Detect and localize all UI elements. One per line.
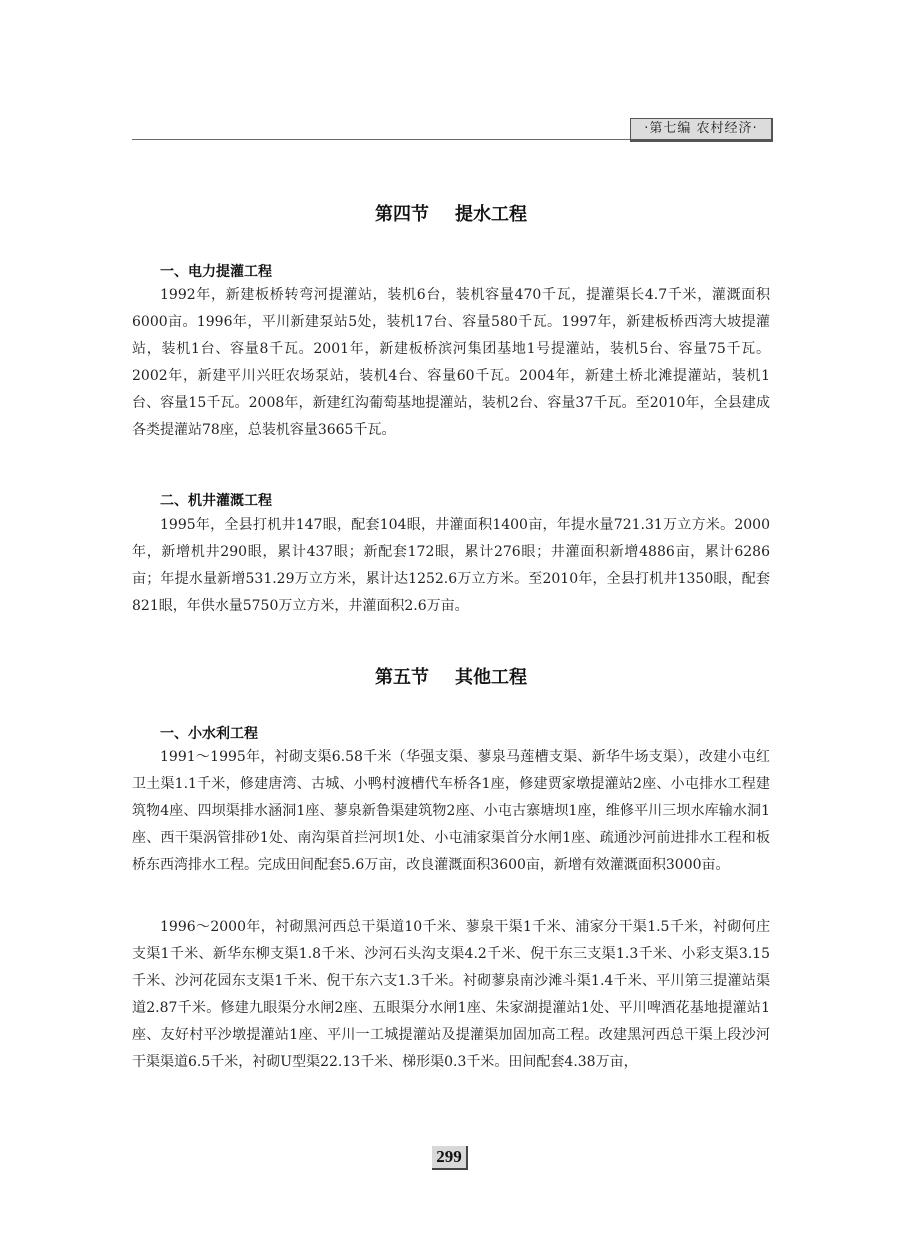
- paragraph: 1996～2000年，衬砌黑河西总干渠道10千米、蓼泉干渠1千米、浦家分干渠1.5千米，衬砌何庄支渠1千米、新华东柳支渠1.8千米、沙河石头沟支渠4.2千米、倪干东三支渠1.3千米、小彩支渠3.15千米、沙河花园东支渠1千米、倪干东六支1.3千米。衬砌蓼泉南沙滩斗渠1.4千米、平川第三提灌站渠道2.87千米。修建九眼渠分水闸2座、五眼渠分水闸1座、朱家湖提灌站1处、平川啤酒花基地提灌站1座、友好村平沙墩提灌站1座、平川一工城提灌站及提灌渠加固加高工程。改建黑河西总干渠上段沙河干渠渠道6.5千米，衬砌U型渠22.13千米、梯形渠0.3千米。田间配套4.38万亩，: [132, 919, 770, 1070]
- page-number: 299: [432, 1146, 468, 1170]
- paragraph: 1995年，全县打机井147眼，配套104眼，井灌面积1400亩，年提水量721.31万立方米。2000年，新增机井290眼，累计437眼；新配套172眼，累计276眼；井灌面积新增4886亩，累计6286亩；年提水量新增531.29万立方米，累计达1252.6万立方米。至2010年，全县打机井1350眼，配套821眼，年供水量5750万立方米，井灌面积2.6万亩。: [132, 517, 770, 614]
- subsection-heading: 一、电力提灌工程: [160, 264, 272, 280]
- section-title-4: [0, 200, 902, 226]
- section-name: 提水工程: [455, 204, 527, 225]
- section-number: 第五节: [375, 667, 429, 688]
- running-header-badge: ·第七编 农村经济·: [630, 118, 773, 142]
- section-number: 第四节: [375, 204, 429, 225]
- section-title-5: [0, 663, 902, 689]
- subsection-heading: 一、小水利工程: [160, 726, 258, 742]
- paragraph: 1992年，新建板桥转弯河提灌站，装机6台，装机容量470千瓦，提灌渠长4.7千米，灌溉面积6000亩。1996年，平川新建泵站5处，装机17台、容量580千瓦。1997年，新建板桥西湾大坡提灌站，装机1台、容量8千瓦。2001年，新建板桥滨河集团基地1号提灌站，装机5台、容量75千瓦。2002年，新建平川兴旺农场泵站，装机4台、容量60千瓦。2004年，新建土桥北滩提灌站，装机1台、容量15千瓦。2008年，新建红沟葡萄基地提灌站，装机2台、容量37千瓦。至2010年，全县建成各类提灌站78座，总装机容量3665千瓦。: [132, 287, 770, 438]
- paragraph: 1991～1995年，衬砌支渠6.58千米（华强支渠、蓼泉马莲槽支渠、新华牛场支渠），改建小屯红卫土渠1.1千米，修建唐湾、古城、小鸭村渡槽代车桥各1座，修建贾家墩提灌站2座、小屯排水工程建筑物4座、四坝渠排水涵洞1座、蓼泉新鲁渠建筑物2座、小屯古寨塘坝1座，维修平川三坝水库输水洞1座、西干渠涡管排砂1处、南沟渠首拦河坝1处、小屯浦家渠首分水闸1座、疏通沙河前进排水工程和板桥东西湾排水工程。完成田间配套5.6万亩，改良灌溉面积3600亩，新增有效灌溉面积3000亩。: [132, 749, 770, 873]
- section-name: 其他工程: [455, 667, 527, 688]
- subsection-heading: 二、机井灌溉工程: [160, 493, 272, 509]
